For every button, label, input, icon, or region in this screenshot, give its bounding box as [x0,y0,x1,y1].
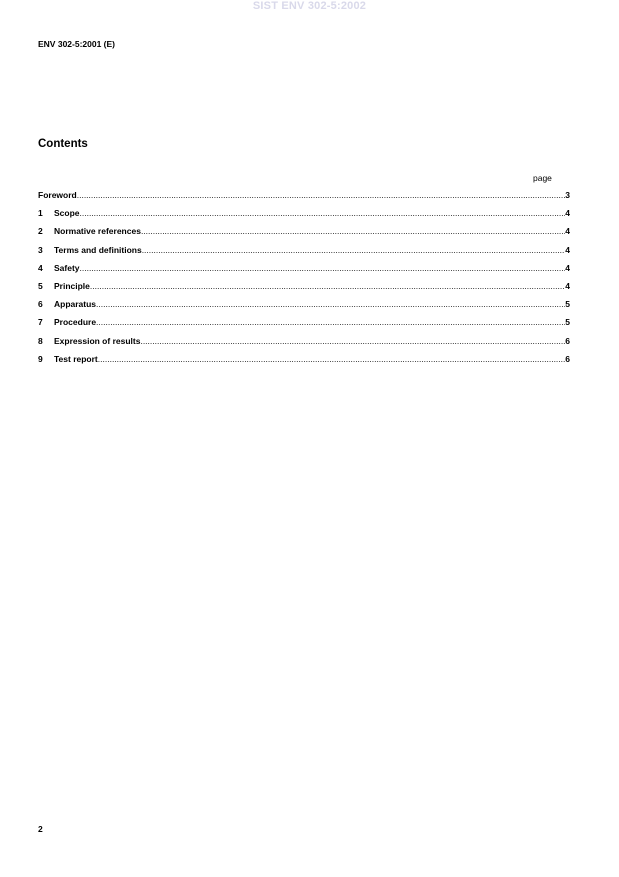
toc-dot-leader [141,226,565,236]
toc-entry-number: 5 [38,280,43,291]
toc-entry-title: Foreword [38,190,77,200]
toc-dot-leader [96,299,565,309]
toc-entry-number: 8 [38,335,43,346]
toc-entry-title: Principle [54,280,90,291]
toc-entry-title: Normative references [54,226,141,237]
toc-entry-test-report[interactable] [38,354,570,372]
toc-entry-page: 4 [565,262,570,273]
page-number: 2 [38,824,43,834]
toc-entry-title: Expression of results [54,335,141,346]
toc-entry-page: 5 [565,299,570,310]
toc-entry-number: 7 [38,317,43,328]
toc-dot-leader [77,190,566,200]
toc-entry-terms-and-definitions[interactable] [38,245,570,263]
toc-entry-normative-references[interactable] [38,226,570,244]
toc-entry-page: 5 [565,317,570,328]
toc-entry-number: 1 [38,208,43,219]
toc-entry-number: 2 [38,226,43,237]
toc-entry-safety[interactable] [38,263,570,281]
toc-dot-leader [80,208,566,218]
toc-dot-leader [98,354,565,364]
page-column-label: page [533,173,552,183]
document-reference: ENV 302-5:2001 (E) [38,39,116,49]
toc-entry-page: 3 [565,190,570,200]
toc-dot-leader [96,317,565,327]
toc-dot-leader [90,281,565,291]
toc-entry-page: 6 [565,335,570,346]
toc-entry-apparatus[interactable] [38,299,570,317]
toc-entry-title: Procedure [54,317,97,328]
toc-dot-leader [142,245,566,255]
toc-entry-title: Scope [54,208,80,219]
table-of-contents [38,190,570,372]
toc-entry-number: 6 [38,299,43,310]
toc-entry-title: Apparatus [54,299,97,310]
toc-entry-page: 4 [565,208,570,219]
toc-entry-page: 4 [565,226,570,237]
toc-entry-procedure[interactable] [38,317,570,335]
toc-entry-page: 4 [565,244,570,255]
toc-entry-scope[interactable] [38,208,570,226]
toc-entry-title: Test report [54,353,98,364]
toc-entry-number: 9 [38,353,43,364]
toc-dot-leader [140,336,565,346]
toc-dot-leader [80,263,566,273]
toc-entry-page: 4 [565,280,570,291]
toc-entry-expression-of-results[interactable] [38,336,570,354]
toc-entry-number: 4 [38,262,43,273]
toc-entry-page: 6 [565,353,570,364]
contents-heading: Contents [38,138,88,150]
toc-entry-title: Safety [54,262,80,273]
toc-entry-number: 3 [38,244,43,255]
watermark: SIST ENV 302-5:2002 [252,0,367,12]
toc-entry-foreword[interactable] [38,190,570,208]
toc-entry-title: Terms and definitions [54,244,142,255]
toc-entry-principle[interactable] [38,281,570,299]
